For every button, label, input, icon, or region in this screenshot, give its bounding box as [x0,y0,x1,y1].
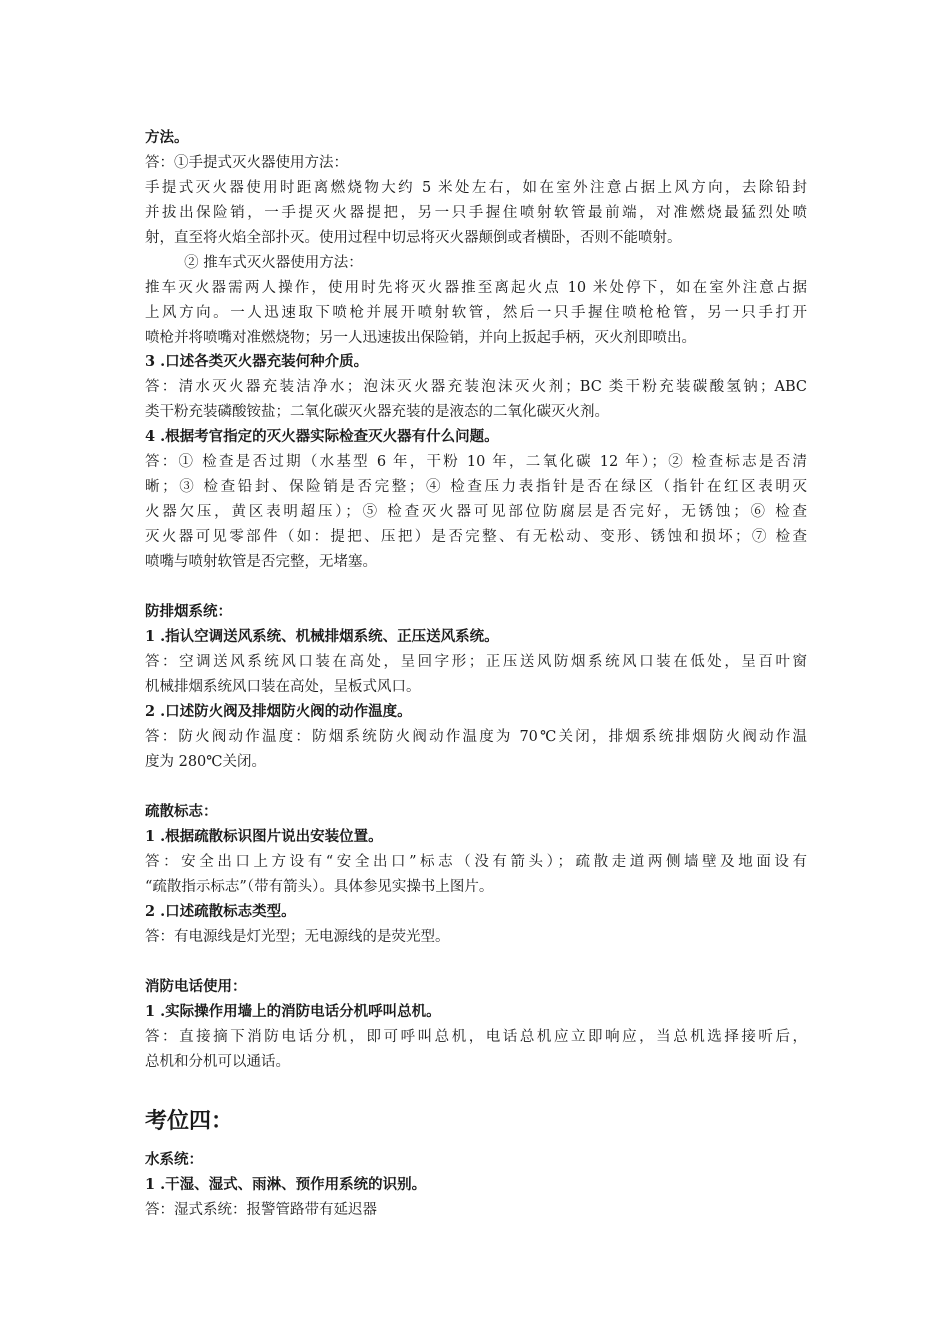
text-line: 喷嘴与喷射软管是否完整，无堵塞。 [145,554,377,570]
text-line: 火器欠压，黄区表明超压）；⑤ 检查灭火器可见部位防腐层是否完好，无锈蚀；⑥ 检查 [145,504,807,520]
question-heading: 1 .指认空调送风系统、机械排烟系统、正压送风系统。 [145,628,499,645]
chapter-heading: 考位四： [145,1108,234,1134]
text-line: 答：①手提式灭火器使用方法： [145,155,348,171]
text-line: 方法。 [145,129,189,146]
text-line: 灭火器可见零部件（如：提把、压把）是否完整、有无松动、变形、锈蚀和损坏；⑦ 检查 [145,529,807,545]
question-heading: 1 .干湿、湿式、雨淋、预作用系统的识别。 [145,1176,427,1193]
section-heading: 消防电话使用： [145,978,247,995]
text-line: 射，直至将火焰全部扑灭。使用过程中切忌将灭火器颠倒或者横卧，否则不能喷射。 [145,230,682,246]
section-heading: 防排烟系统： [145,603,232,620]
question-heading: 4 .根据考官指定的灭火器实际检查灭火器有什么问题。 [145,428,499,445]
text-line: 并拔出保险销，一手提灭火器提把，另一只手握住喷射软管最前端，对准燃烧最猛烈处喷 [145,205,807,221]
text-line: 上风方向。一人迅速取下喷枪并展开喷射软管，然后一只手握住喷枪枪管，另一只手打开 [145,305,807,321]
text-line: 答：清水灭火器充装洁净水；泡沫灭火器充装泡沫灭火剂；BC 类干粉充装碳酸氢钠；ABC [145,379,807,395]
text-line: “疏散指示标志”（带有箭头）。具体参见实操书上图片。 [145,879,494,895]
text-line: 答：安全出口上方设有“安全出口”标志（没有箭头）；疏散走道两侧墙壁及地面设有 [145,854,807,870]
question-heading: 2 .口述疏散标志类型。 [145,903,296,920]
question-heading: 1 .实际操作用墙上的消防电话分机呼叫总机。 [145,1003,441,1020]
text-line: 答：有电源线是灯光型；无电源线的是荧光型。 [145,929,450,945]
section-heading: 疏散标志： [145,803,218,820]
text-line: 喷枪并将喷嘴对准燃烧物；另一人迅速拔出保险销，并向上扳起手柄，灭火剂即喷出。 [145,330,696,346]
question-heading: 1 .根据疏散标识图片说出安装位置。 [145,828,383,845]
text-line: 手提式灭火器使用时距离燃烧物大约 5 米处左右，如在室外注意占据上风方向，去除铅封 [145,180,807,196]
text-line: 答：① 检查是否过期（水基型 6 年，干粉 10 年，二氧化碳 12 年）；② 检查标志是否清 [145,454,807,470]
text-line: 推车灭火器需两人操作，使用时先将灭火器推至离起火点 10 米处停下，如在室外注意占据 [145,280,807,296]
text-line: 总机和分机可以通话。 [145,1054,290,1070]
text-line: 度为 280℃关闭。 [145,754,267,770]
question-heading: 3 .口述各类灭火器充装何种介质。 [145,353,369,370]
section-heading: 水系统： [145,1151,203,1168]
text-line: 答：湿式系统：报警管路带有延迟器 [145,1202,377,1218]
text-line: ② 推车式灭火器使用方法： [184,255,363,271]
text-line: 类干粉充装磷酸铵盐；二氧化碳灭火器充装的是液态的二氧化碳灭火剂。 [145,404,609,420]
text-line: 答：直接摘下消防电话分机，即可呼叫总机，电话总机应立即响应，当总机选择接听后， [145,1029,807,1045]
text-line: 晰；③ 检查铅封、保险销是否完整；④ 检查压力表指针是否在绿区（指针在红区表明灭 [145,479,807,495]
text-line: 答：空调送风系统风口装在高处，呈回字形；正压送风防烟系统风口装在低处，呈百叶窗 [145,654,807,670]
text-line: 答：防火阀动作温度：防烟系统防火阀动作温度为 70℃关闭，排烟系统排烟防火阀动作温 [145,729,807,745]
text-line: 机械排烟系统风口装在高处，呈板式风口。 [145,679,421,695]
question-heading: 2 .口述防火阀及排烟防火阀的动作温度。 [145,703,412,720]
